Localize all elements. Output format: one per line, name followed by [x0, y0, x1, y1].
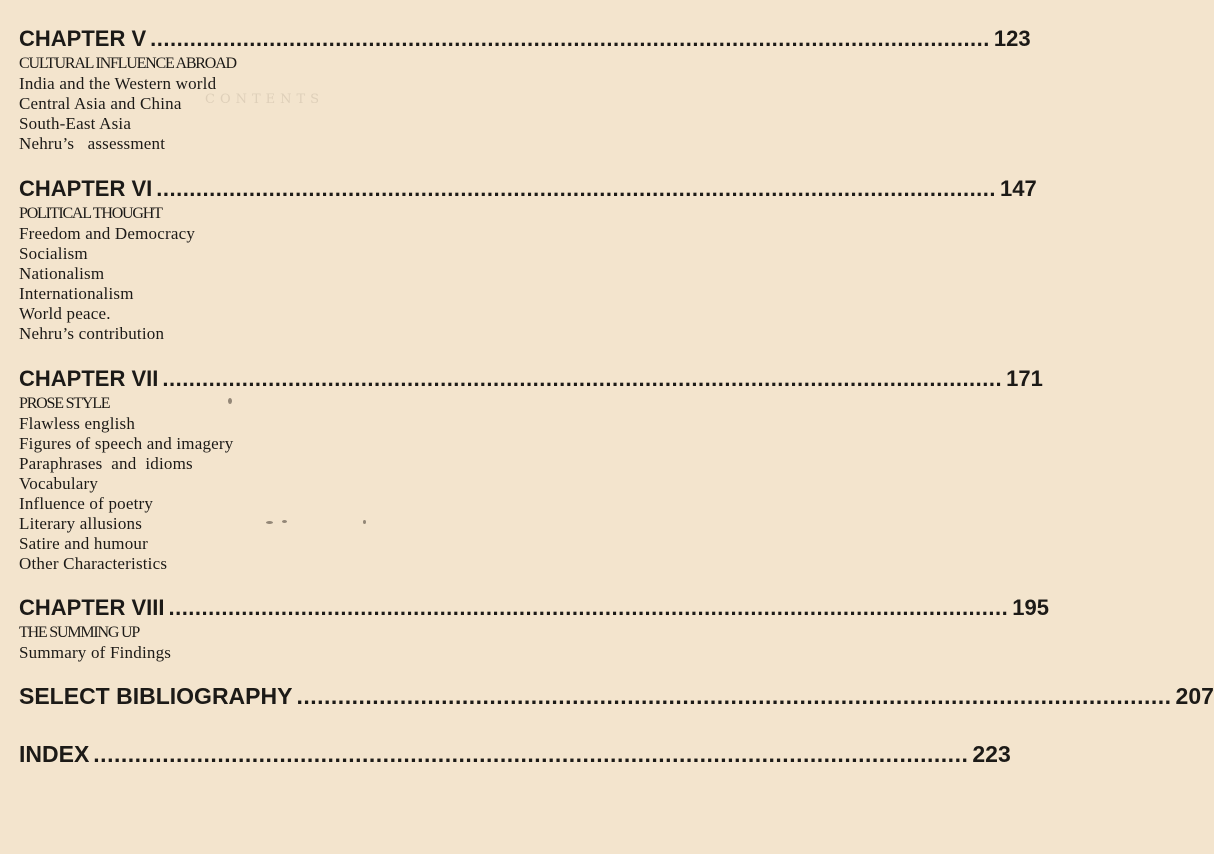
- index-entry: [19, 741, 1011, 767]
- chapter-v-entry: [19, 26, 1031, 154]
- bibliography-heading-row[interactable]: [19, 683, 1214, 709]
- page-number: 147: [1000, 176, 1037, 201]
- bibliography-entry: [19, 683, 1214, 709]
- chapter-title: CHAPTER V: [19, 26, 147, 51]
- topic-item: Figures of speech and imagery: [19, 434, 234, 453]
- topic-item: Vocabulary: [19, 474, 99, 493]
- chapter-title: CHAPTER VI: [19, 176, 153, 201]
- bibliography-title: SELECT BIBLIOGRAPHY: [19, 683, 293, 709]
- chapter-title: CHAPTER VII: [19, 366, 159, 391]
- dot-leader: ...............................................................................................................................: [296, 683, 1172, 709]
- topic-list: [19, 643, 576, 663]
- page-number: 123: [993, 26, 1031, 51]
- index-heading-row[interactable]: [19, 741, 1011, 767]
- chapter-subtitle: PROSE STYLE: [19, 395, 110, 412]
- page-number: 195: [1012, 595, 1049, 620]
- index-title: INDEX: [19, 741, 90, 767]
- topic-item: Socialism: [19, 244, 88, 263]
- page-number: 207: [1175, 683, 1214, 709]
- chapter-subtitle: POLITICAL THOUGHT: [19, 205, 162, 222]
- page-number: 223: [972, 741, 1011, 767]
- chapter-vi-entry: [19, 176, 1037, 344]
- topic-item: Central Asia and China: [19, 94, 182, 113]
- topic-item: South-East Asia: [19, 114, 132, 133]
- topic-item: Other Characteristics: [19, 554, 168, 573]
- topic-item: Paraphrases and idioms: [19, 454, 193, 473]
- topic-item: Influence of poetry: [19, 494, 154, 513]
- dot-leader: ...............................................................................................................................: [162, 366, 1003, 391]
- paper-speck: [363, 520, 366, 524]
- bleed-through-text: CONTENTS: [205, 92, 325, 107]
- topic-item: Freedom and Democracy: [19, 224, 196, 243]
- topic-item: India and the Western world: [19, 74, 217, 93]
- chapter-subtitle: CULTURAL INFLUENCE ABROAD: [19, 55, 236, 72]
- topic-item: Flawless english: [19, 414, 136, 433]
- topic-list: [19, 414, 576, 574]
- topic-list: [19, 224, 576, 344]
- dot-leader: ...............................................................................................................................: [93, 741, 969, 767]
- chapter-viii-entry: [19, 595, 1049, 663]
- topic-item: Literary allusions: [19, 514, 143, 533]
- dot-leader: ...............................................................................................................................: [156, 176, 997, 201]
- dot-leader: ...............................................................................................................................: [168, 595, 1009, 620]
- page-number: 171: [1006, 366, 1043, 391]
- chapter-title: CHAPTER VIII: [19, 595, 165, 620]
- topic-item: Nehru’s contribution: [19, 324, 165, 343]
- chapter-subtitle: THE SUMMING UP: [19, 624, 140, 641]
- topic-list: [19, 74, 576, 154]
- chapter-heading-row[interactable]: [19, 366, 1043, 392]
- topic-item: Internationalism: [19, 284, 134, 303]
- paper-speck: [266, 521, 273, 524]
- paper-speck: [282, 520, 287, 523]
- dot-leader: ...............................................................................................................................: [150, 26, 990, 51]
- chapter-heading-row[interactable]: [19, 26, 1031, 52]
- topic-item: Nehru’s assessment: [19, 134, 166, 153]
- topic-item: Satire and humour: [19, 534, 148, 553]
- topic-item: World peace.: [19, 304, 111, 323]
- topic-item: Summary of Findings: [19, 643, 172, 662]
- topic-item: Nationalism: [19, 264, 105, 283]
- chapter-heading-row[interactable]: [19, 176, 1037, 202]
- paper-speck: [228, 398, 232, 404]
- chapter-vii-entry: [19, 366, 1043, 574]
- chapter-heading-row[interactable]: [19, 595, 1049, 621]
